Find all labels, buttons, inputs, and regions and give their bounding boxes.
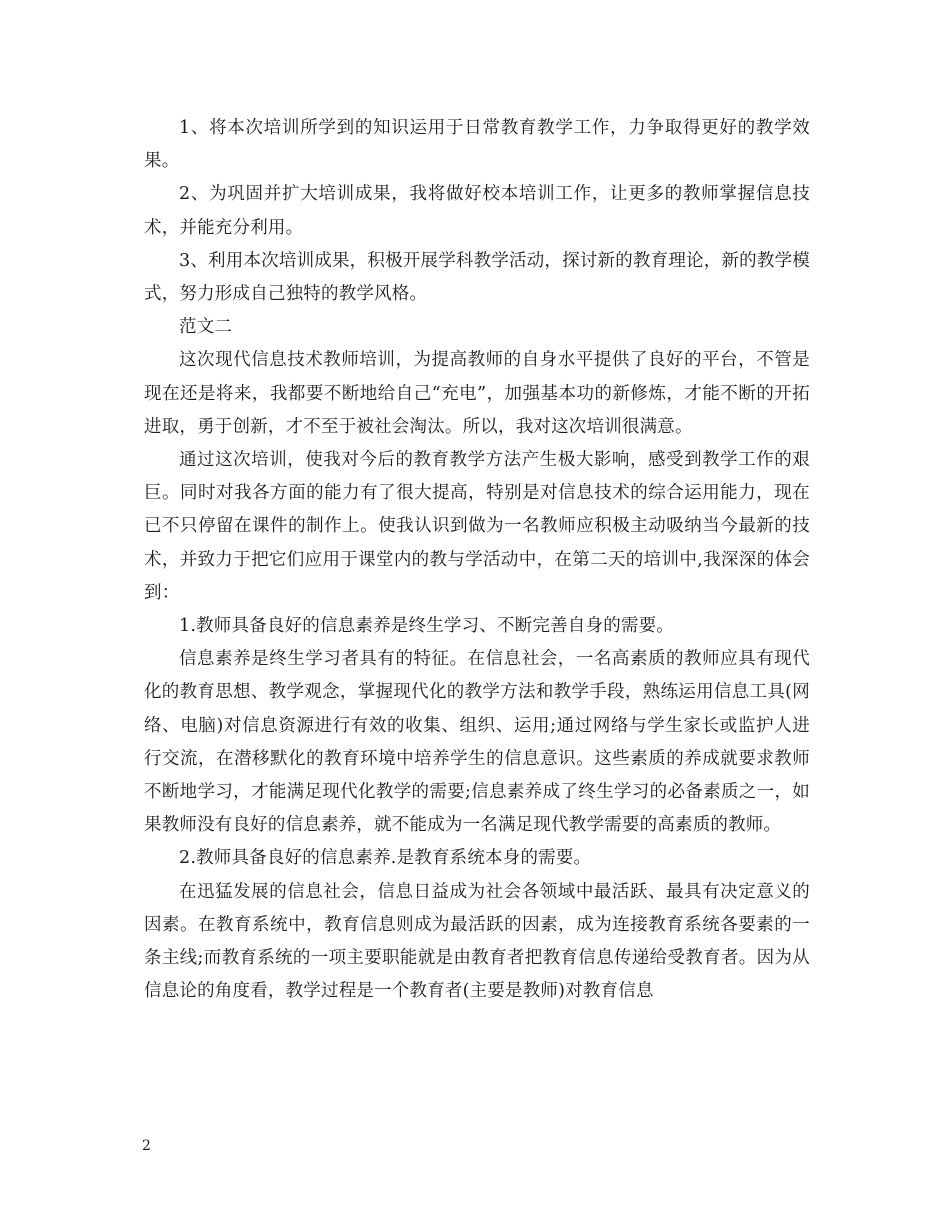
- paragraph-10: 在迅猛发展的信息社会，信息日益成为社会各领域中最活跃、最具有决定意义的因素。在教育系统中，教育信息则成为最活跃的因素，成为连接教育系统各要素的一条主线;而教育系统的一项主要职能就是由教育者把教育信息传递给受教育者。因为从信息论的角度看，教学过程是一个教育者(主要是教师)对教育信息: [144, 881, 810, 1002]
- document-body: [144, 112, 810, 1008]
- paragraph-2: 2、为巩固并扩大培训成果，我将做好校本培训工作，让更多的教师掌握信息技术，并能充分利用。: [144, 184, 810, 238]
- paragraph-5: 这次现代信息技术教师培训，为提高教师的自身水平提供了良好的平台，不管是现在还是将来，我都要不断地给自己“充电”，加强基本功的新修炼，才能不断的开拓进取，勇于创新，才不至于被社会淘汰。所以，我对这次培训很满意。: [144, 350, 810, 437]
- page-number: 2: [142, 1138, 151, 1154]
- paragraph-3: 3、利用本次培训成果，积极开展学科教学活动，探讨新的教育理论，新的教学模式，努力形成自己独特的教学风格。: [144, 250, 810, 305]
- paragraph-8: 信息素养是终生学习者具有的特征。在信息社会，一名高素质的教师应具有现代化的教育思想、教学观念，掌握现代化的教学方法和教学手段，熟练运用信息工具(网络、电脑)对信息资源进行有效的收集、组织、运用;通过网络与学生家长或监护人进行交流，在潜移默化的教育环境中培养学生的信息意识。这些素质的养成就要求教师不断地学习，才能满足现代化教学的需要;信息素养成了终生学习的必备素质之一，如果教师没有良好的信息素养，就不能成为一名满足现代教学需要的高素质的教师。: [144, 649, 810, 836]
- paragraph-7: 1.教师具备良好的信息素养是终生学习、不断完善自身的需要。: [179, 616, 674, 637]
- section-heading-fanwen-er: 范文二: [179, 317, 233, 338]
- paragraph-6: 通过这次培训，使我对今后的教育教学方法产生极大影响，感受到教学工作的艰巨。同时对我各方面的能力有了很大提高，特别是对信息技术的综合运用能力，现在已不只停留在课件的制作上。使我认识到做为一名教师应积极主动吸纳当今最新的技术，并致力于把它们应用于课堂内的教与学活动中，在第二天的培训中,我深深的体会到：: [144, 450, 810, 603]
- paragraph-9: 2.教师具备良好的信息素养.是教育系统本身的需要。: [179, 848, 592, 869]
- paragraph-1: 1、将本次培训所学到的知识运用于日常教育教学工作，力争取得更好的教学效果。: [144, 118, 810, 172]
